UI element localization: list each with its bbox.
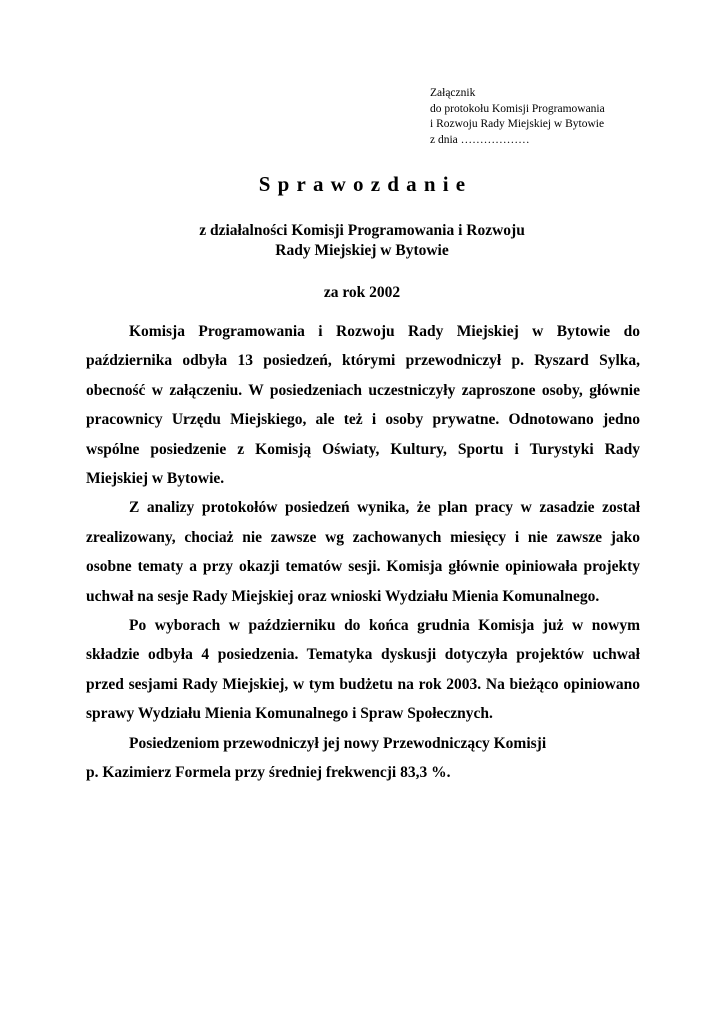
subtitle-line-2: Rady Miejskiej w Bytowie bbox=[275, 242, 449, 259]
paragraph-4-line-2: p. Kazimierz Formela przy średniej frekwencji 83,3 %. bbox=[86, 764, 451, 782]
paragraph-2: Z analizy protokołów posiedzeń wynika, że plan pracy w zasadzie został zrealizowany, chociaż nie zawsze wg zachowanych miesięcy i nie zawsze jako osobne tematy a przy okazji tematów sesji. Komisja głównie opiniowała projekty uchwał na sesje Rady Miejskiej oraz wnioski Wydziału Mienia Komunalnego. bbox=[86, 499, 640, 605]
paragraph-4 bbox=[86, 729, 640, 788]
paragraph-3: Po wyborach w październiku do końca grudnia Komisja już w nowym składzie odbyła 4 posiedzenia. Tematyka dyskusji dotyczyła projektów uchwał przed sesjami Rady Miejskiej, w tym budżetu na rok 2003. Na bieżąco opiniowano sprawy Wydziału Mienia Komunalnego i Spraw Społecznych. bbox=[86, 617, 640, 723]
subtitle-line-1: z działalności Komisji Programowania i Rozwoju bbox=[199, 222, 525, 239]
paragraph-1: Komisja Programowania i Rozwoju Rady Miejskiej w Bytowie do października odbyła 13 posiedzeń, którymi przewodniczył p. Ryszard Sylka, obecność w załączeniu. W posiedzeniach uczestniczyły zaproszone osoby, głównie pracownicy Urzędu Miejskiego, ale też i osoby prywatne. Odnotowano jedno wspólne posiedzenie z Komisją Oświaty, Kultury, Sportu i Turystyki Rady Miejskiej w Bytowie. bbox=[86, 323, 640, 488]
attachment-committee-line: i Rozwoju Rady Miejskiej w Bytowie bbox=[430, 118, 605, 130]
attachment-note bbox=[430, 86, 605, 148]
report-body bbox=[86, 317, 640, 788]
attachment-date-line: z dnia ……………… bbox=[430, 133, 530, 146]
paragraph-4-line-1: Posiedzeniom przewodniczył jej nowy Przewodniczący Komisji bbox=[129, 734, 547, 752]
report-year: za rok 2002 bbox=[323, 284, 401, 301]
document-title: Sprawozdanie bbox=[258, 172, 473, 196]
attachment-label: Załącznik bbox=[430, 87, 476, 99]
attachment-protocol-line: do protokołu Komisji Programowania bbox=[430, 102, 605, 115]
document-subtitle bbox=[0, 221, 724, 261]
